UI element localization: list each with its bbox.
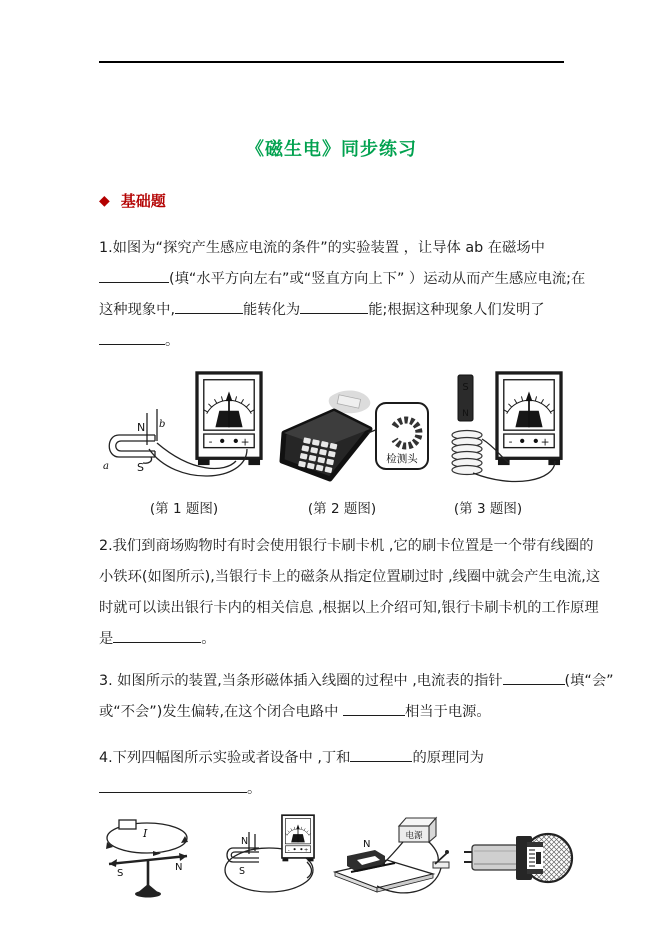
question-figures-row [99, 369, 564, 493]
yi-s-label: S [239, 866, 246, 877]
bing-power-label: 电源 [405, 831, 423, 841]
figure-3-caption: (第 3 题图) [453, 501, 523, 517]
fig1-b-label: b [159, 419, 166, 430]
section-header [99, 190, 564, 211]
fig3-n-label: N [462, 409, 469, 419]
figure-jia-oersted [95, 812, 209, 904]
jia-n-label: N [175, 862, 183, 873]
fig2-callout-label: 检测头 [386, 453, 418, 465]
answer-blank [503, 668, 565, 685]
answer-blank [99, 776, 247, 793]
figure-bing-motor [333, 810, 459, 906]
answer-blank [99, 328, 165, 345]
answer-blank [113, 626, 201, 643]
fig1-a-label: a [103, 461, 109, 472]
figure-yi-induction [211, 810, 335, 906]
page-title: 《磁生电》同步练习 [246, 139, 417, 160]
figure-2-caption: (第 2 题图) [307, 501, 377, 517]
figure-1-caption: (第 1 题图) [149, 501, 219, 517]
answer-blank [300, 297, 368, 314]
jia-s-label: S [117, 868, 124, 879]
question-1: 1.如图为“探究产生感应电流的条件”的实验装置 ，让导体 ab 在磁场中 (填“水平方向左右”或“竖直方向上下” ）运动从而产生感应电流;在 这种现象中, 能转化为 能;根据这种现象人们发明了 。 [99, 240, 586, 349]
answer-blank [99, 266, 169, 283]
bing-n-label: N [363, 839, 371, 850]
answer-blank [343, 699, 405, 716]
fig3-s-label: S [462, 382, 469, 393]
question-4: 4.下列四幅图所示实验或者设备中 ,丁和 的原理同为 。 [99, 743, 564, 805]
question-4-figures-row [99, 810, 564, 906]
header-rule [99, 61, 564, 63]
yi-n-label: N [241, 836, 249, 847]
section-label: 基础题 [120, 192, 166, 210]
figure-3-magnet-coil [443, 369, 569, 493]
answer-blank [175, 297, 243, 314]
figure-1-induction-experiment [97, 369, 265, 493]
question-3: 3. 如图所示的装置,当条形磁体插入线圈的过程中 ,电流表的指针 (填“会” 或“不会”)发生偏转,在这个闭合电路中 相当于电源。 [99, 666, 564, 728]
answer-blank [350, 745, 412, 762]
page-content [99, 0, 614, 906]
figure-2-card-reader [272, 381, 430, 491]
figure-captions-row [99, 497, 564, 517]
diamond-icon: ◆ [99, 192, 110, 209]
fig1-s-label: S [137, 461, 144, 474]
fig1-n-label: N [137, 421, 146, 434]
jia-current-label: I [143, 827, 148, 840]
figure-ding-microphone [464, 812, 574, 904]
question-2: 2.我们到商场购物时有时会使用银行卡刷卡机 ,它的刷卡位置是一个带有线圈的 小铁环(如图所示),当银行卡上的磁条从指定位置刷过时 ,线圈中就会产生电流,这 时就可以读出银行卡内的相关信息 ,根据以上介绍可知,银行卡刷卡机的工作原理 是 。 [99, 538, 601, 647]
